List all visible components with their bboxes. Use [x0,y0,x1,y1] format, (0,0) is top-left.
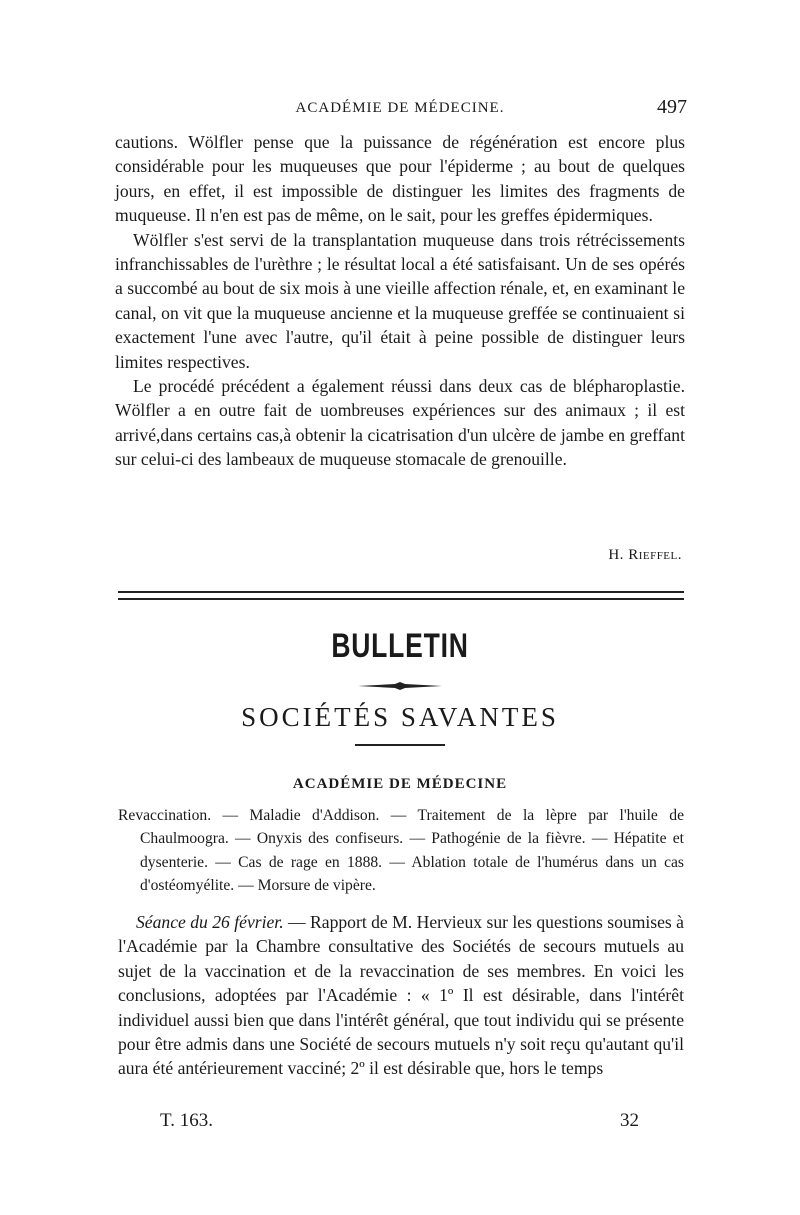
volume-mark: T. 163. [160,1110,213,1131]
running-title: ACADÉMIE DE MÉDECINE. [295,100,505,116]
double-rule-bottom [118,598,684,600]
paragraph [118,910,684,1081]
session-report [118,910,684,1081]
sub-heading: ACADÉMIE DE MÉDECINE [292,776,508,792]
page-number: 497 [657,96,687,118]
double-rule-top [118,591,684,593]
article-continuation [115,130,685,472]
session-date: Séance du 26 février. [136,912,284,932]
paragraph: Le procédé précédent a également réussi dans deux cas de blépharoplastie. Wölfler a en outre fait de uombreuses expériences sur des animaux ; il est arrivé,dans certains cas,à obtenir la cicatrisation d'un ulcère de jambe en greffant sur celui-ci des lambeaux de muqueuse stomacale de grenouille. [115,376,685,470]
signature-name: Rieffel. [628,547,682,563]
author-signature [608,547,682,564]
bulletin-title: BULLETIN [331,627,469,665]
running-head [115,96,685,122]
signature-mark: 32 [620,1110,639,1131]
ornament-divider [0,680,800,692]
summary-paragraph: Revaccination. — Maladie d'Addison. — Traitement de la lèpre par l'huile de Chaulmoogra. — Onyxis des confiseurs. — Pathogénie de la fièvre. — Hépatite et dysenterie. — Cas de rage en 1888. — Ablation totale de l'humérus dans un cas d'ostéomyélite. — Morsure de vipère. [118,807,684,895]
paragraph: cautions. Wölfler pense que la puissance de régénération est encore plus considérable pour les muqueuses que pour l'épiderme ; au bout de quelques jours, en effet, il est impossible de distinguer les limites des fragments de muqueuse. Il n'en est pas de même, on le sait, pour les greffes épidermiques. [115,132,685,226]
signature-initial: H. [608,547,624,563]
paragraph: Wölfler s'est servi de la transplantation muqueuse dans trois rétrécissements infranchissables de l'urèthre ; le résultat local a été satisfaisant. Un de ses opérés a succombé au bout de six mois à une vieille affection rénale, et, en examinant le canal, on vit que la muqueuse ancienne et la muqueuse greffée se continuaient si exactement l'une avec l'autre, qu'il était à peine possible de distinguer leurs limites respectives. [115,229,685,372]
short-rule [355,744,445,746]
section-title: SOCIÉTÉS SAVANTES [241,702,559,732]
session-text: — Rapport de M. Hervieux sur les questions soumises à l'Académie par la Chambre consultative des Sociétés de secours mutuels au sujet de la vaccination et de la revaccination de ses membres. En voici les conclusions, adoptées par l'Académie : « 1º Il est désirable, dans l'intérêt individuel aussi bien que dans l'intérêt général, que tout individu qui se présente pour être admis dans une Société de secours mutuels n'y soit reçu qu'autant qu'il aura été antérieurement vacciné; 2º il est désirable que, hors le temps [118,912,684,1079]
